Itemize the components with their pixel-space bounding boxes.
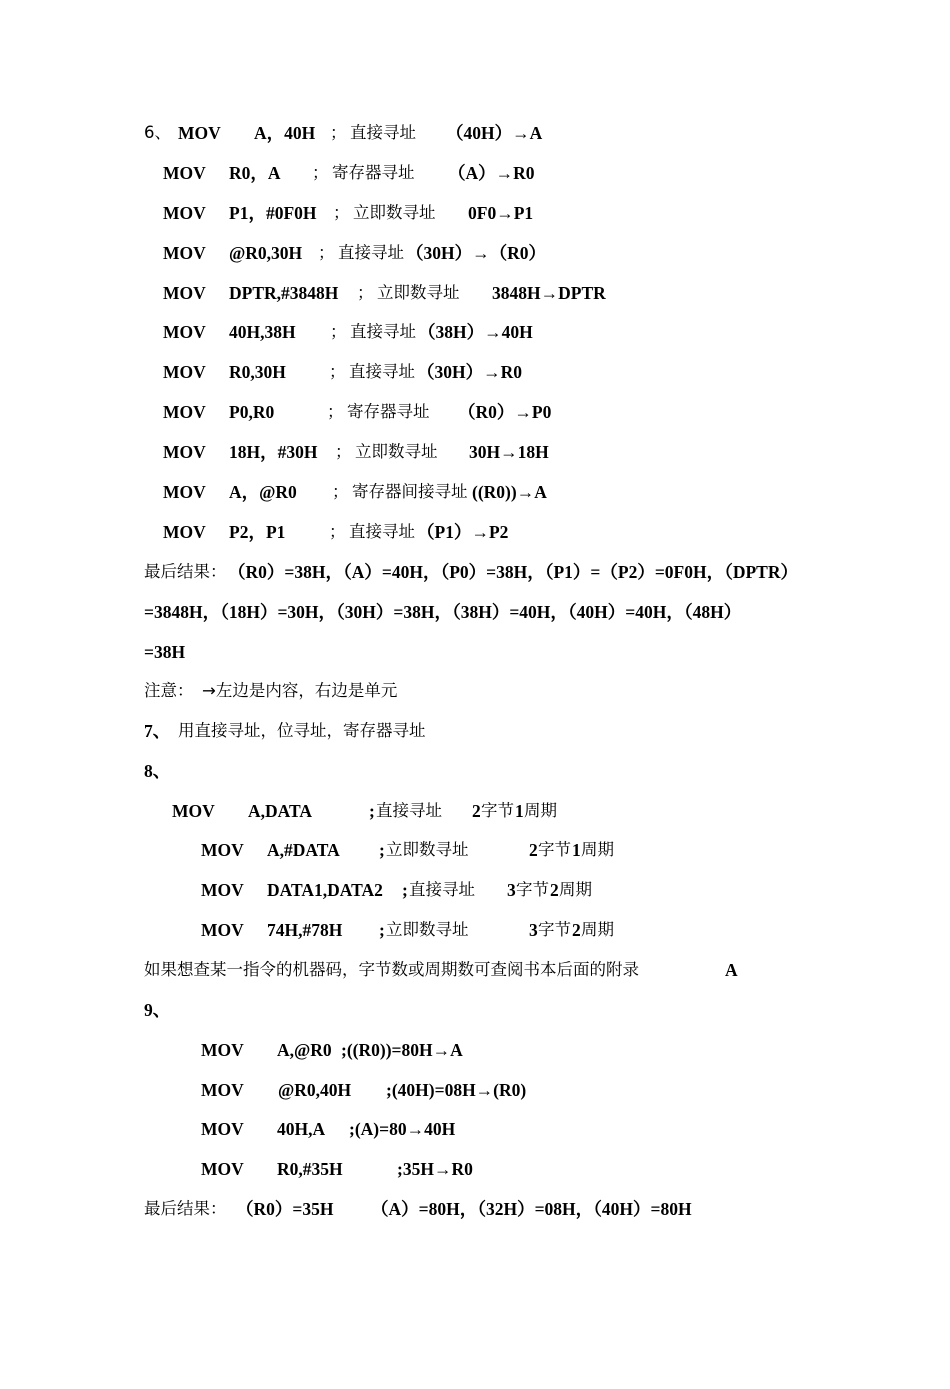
- q6-arg: P1，#0F0H: [229, 203, 317, 223]
- q6-result-values: =38H: [144, 642, 186, 662]
- q8-mode: 立即数寻址: [386, 920, 469, 939]
- q6-arg: R0,30H: [229, 362, 286, 382]
- q6-op: MOV: [163, 522, 206, 542]
- q6-arg: DPTR,#3848H: [229, 283, 339, 303]
- q6-mode: 寄存器寻址: [347, 402, 430, 421]
- q6-note-label: 注意：: [144, 681, 194, 700]
- q8-cycles-unit: 周期: [581, 920, 614, 939]
- q9-op: MOV: [201, 1080, 244, 1100]
- q6-sep: ；: [332, 482, 349, 501]
- q8-bytes-unit: 字节: [481, 801, 514, 820]
- q6-mode: 立即数寻址: [353, 203, 436, 222]
- q6-result-values: =3848H，（18H）=30H，（30H）=38H，（38H）=40H，（40H）=40H，（48H）: [144, 602, 742, 622]
- q6-line-3: [0, 193, 534, 233]
- q8-op: MOV: [201, 920, 244, 940]
- q6-arg: @R0,30H: [229, 243, 303, 263]
- q6-sep: ；: [318, 243, 335, 262]
- q6-op: MOV: [163, 163, 206, 183]
- q8-bytes: 3: [529, 920, 538, 940]
- q6-arg: A，40H: [254, 123, 316, 143]
- q8-sep: ;: [379, 920, 385, 940]
- q6-arg: 40H,38H: [229, 322, 296, 342]
- q8-hint-appendix: A: [725, 960, 738, 980]
- q6-sep: ；: [330, 123, 347, 142]
- q6-op: MOV: [163, 442, 206, 462]
- q9-arg: @R0,40H: [278, 1080, 352, 1100]
- q9-arg: A,@R0: [277, 1040, 332, 1060]
- q6-effect: 3848H→DPTR: [492, 283, 606, 303]
- q7-line: [0, 711, 426, 751]
- q6-effect: （R0）→P0: [458, 402, 552, 422]
- q6-op: MOV: [178, 123, 221, 143]
- q6-effect: （30H）→（R0）: [406, 243, 546, 263]
- q6-result-line-3: [0, 632, 186, 672]
- q8-hint: [0, 950, 738, 990]
- q6-line-4: [0, 233, 546, 273]
- q8-bytes: 2: [472, 801, 481, 821]
- q6-op: MOV: [163, 362, 206, 382]
- q8-hint-text: 如果想查某一指令的机器码，字节数或周期数可查阅书本后面的附录: [144, 960, 639, 979]
- q6-sep: ；: [329, 522, 346, 541]
- q6-line-8: [0, 392, 552, 432]
- q6-line-10: [0, 472, 547, 512]
- q6-mode: 立即数寻址: [377, 283, 460, 302]
- q8-bytes-unit: 字节: [538, 840, 571, 859]
- q8-cycles: 2: [550, 880, 559, 900]
- q8-number: 8、: [144, 761, 171, 781]
- q6-mode: 直接寻址: [338, 243, 404, 262]
- q8-op: MOV: [201, 880, 244, 900]
- q8-cycles: 1: [572, 840, 581, 860]
- q6-mode: 立即数寻址: [355, 442, 438, 461]
- q6-arg: A，@R0: [229, 482, 297, 502]
- q8-mode: 直接寻址: [409, 880, 475, 899]
- q6-mode: 直接寻址: [350, 123, 416, 142]
- q6-op: MOV: [163, 203, 206, 223]
- q8-sep: ;: [402, 880, 408, 900]
- q6-op: MOV: [163, 322, 206, 342]
- q6-result-label: 最后结果：: [144, 562, 227, 581]
- q6-line-7: [0, 352, 522, 392]
- q9-line-4: [0, 1149, 473, 1189]
- q6-sep: ；: [329, 362, 346, 381]
- q6-result-values: （R0）=38H，（A）=40H，（P0）=38H，（P1）=（P2）=0F0H，（DPTR）: [228, 562, 798, 582]
- q6-effect: （30H）→R0: [417, 362, 522, 382]
- q8-op: MOV: [172, 801, 215, 821]
- q6-sep: ；: [357, 283, 374, 302]
- q9-op: MOV: [201, 1119, 244, 1139]
- q6-sep: ；: [312, 163, 329, 182]
- q8-line-1: [0, 791, 557, 831]
- q8-line-2: [0, 830, 614, 870]
- q8-mode: 立即数寻址: [386, 840, 469, 859]
- q6-number: 6、: [144, 123, 171, 142]
- q6-line-2: [0, 153, 535, 193]
- q6-line-6: [0, 312, 533, 352]
- q6-arg: R0，A: [229, 163, 281, 183]
- q9-result-r0: （R0）=35H: [236, 1199, 334, 1219]
- q6-mode: 直接寻址: [349, 362, 415, 381]
- q6-mode: 直接寻址: [350, 322, 416, 341]
- q6-effect: 0F0→P1: [468, 203, 534, 223]
- q6-mode: 寄存器寻址: [332, 163, 415, 182]
- q9-comment: ;35H→R0: [397, 1159, 473, 1179]
- q6-note-text: →左边是内容，右边是单元: [202, 681, 398, 700]
- q8-op: MOV: [201, 840, 244, 860]
- q8-cycles-unit: 周期: [559, 880, 592, 899]
- q6-effect: 30H→18H: [469, 442, 549, 462]
- q6-arg: P0,R0: [229, 402, 275, 422]
- q8-line-4: [0, 910, 614, 950]
- q9-arg: 40H,A: [277, 1119, 326, 1139]
- q6-note: [0, 671, 398, 711]
- q6-mode: 寄存器间接寻址: [352, 482, 468, 501]
- q6-effect: （A）→R0: [448, 163, 535, 183]
- q9-comment: ;(40H)=08H→(R0): [386, 1080, 527, 1100]
- q8-arg: A,#DATA: [267, 840, 340, 860]
- q8-sep: ;: [379, 840, 385, 860]
- q9-op: MOV: [201, 1040, 244, 1060]
- q6-effect: ((R0))→A: [472, 482, 547, 502]
- q8-cycles: 2: [572, 920, 581, 940]
- q8-arg: A,DATA: [248, 801, 313, 821]
- q6-op: MOV: [163, 402, 206, 422]
- q9-comment: ;((R0))=80H→A: [341, 1040, 463, 1060]
- q8-bytes: 2: [529, 840, 538, 860]
- q9-line-1: [0, 1030, 463, 1070]
- q8-heading: [0, 751, 171, 791]
- q6-result-line-1: [0, 552, 798, 592]
- q7-text: 用直接寻址，位寻址，寄存器寻址: [178, 721, 426, 740]
- q6-sep: ；: [330, 322, 347, 341]
- q9-result: [0, 1189, 692, 1229]
- q9-line-3: [0, 1109, 456, 1149]
- q6-effect: （38H）→40H: [418, 322, 533, 342]
- q8-bytes-unit: 字节: [516, 880, 549, 899]
- q6-op: MOV: [163, 482, 206, 502]
- q6-arg: 18H，#30H: [229, 442, 318, 462]
- q8-cycles-unit: 周期: [524, 801, 557, 820]
- q9-comment: ;(A)=80→40H: [349, 1119, 456, 1139]
- q8-bytes: 3: [507, 880, 516, 900]
- q6-effect: （40H）→A: [446, 123, 543, 143]
- q8-cycles: 1: [515, 801, 524, 821]
- q6-mode: 直接寻址: [349, 522, 415, 541]
- q9-op: MOV: [201, 1159, 244, 1179]
- q6-sep: ；: [333, 203, 350, 222]
- q6-op: MOV: [163, 283, 206, 303]
- q9-line-2: [0, 1070, 527, 1110]
- q9-heading: [0, 990, 171, 1030]
- q9-arg: R0,#35H: [277, 1159, 343, 1179]
- q8-arg: DATA1,DATA2: [267, 880, 383, 900]
- q7-number: 7、: [144, 721, 171, 741]
- q6-effect: （P1）→P2: [417, 522, 509, 542]
- q9-result-rest: （A）=80H，（32H）=08H，（40H）=80H: [371, 1199, 692, 1219]
- q6-op: MOV: [163, 243, 206, 263]
- q9-result-label: 最后结果：: [144, 1199, 227, 1218]
- q9-number: 9、: [144, 1000, 171, 1020]
- q6-result-line-2: [0, 592, 742, 632]
- q6-line-9: [0, 432, 549, 472]
- q8-bytes-unit: 字节: [538, 920, 571, 939]
- q6-line-1: [0, 113, 543, 153]
- q6-line-5: [0, 273, 606, 313]
- q6-sep: ；: [335, 442, 352, 461]
- q6-arg: P2，P1: [229, 522, 286, 542]
- q8-cycles-unit: 周期: [581, 840, 614, 859]
- q8-mode: 直接寻址: [376, 801, 442, 820]
- q6-sep: ；: [327, 402, 344, 421]
- q8-line-3: [0, 870, 592, 910]
- q8-sep: ;: [369, 801, 375, 821]
- q6-line-11: [0, 512, 509, 552]
- q8-arg: 74H,#78H: [267, 920, 343, 940]
